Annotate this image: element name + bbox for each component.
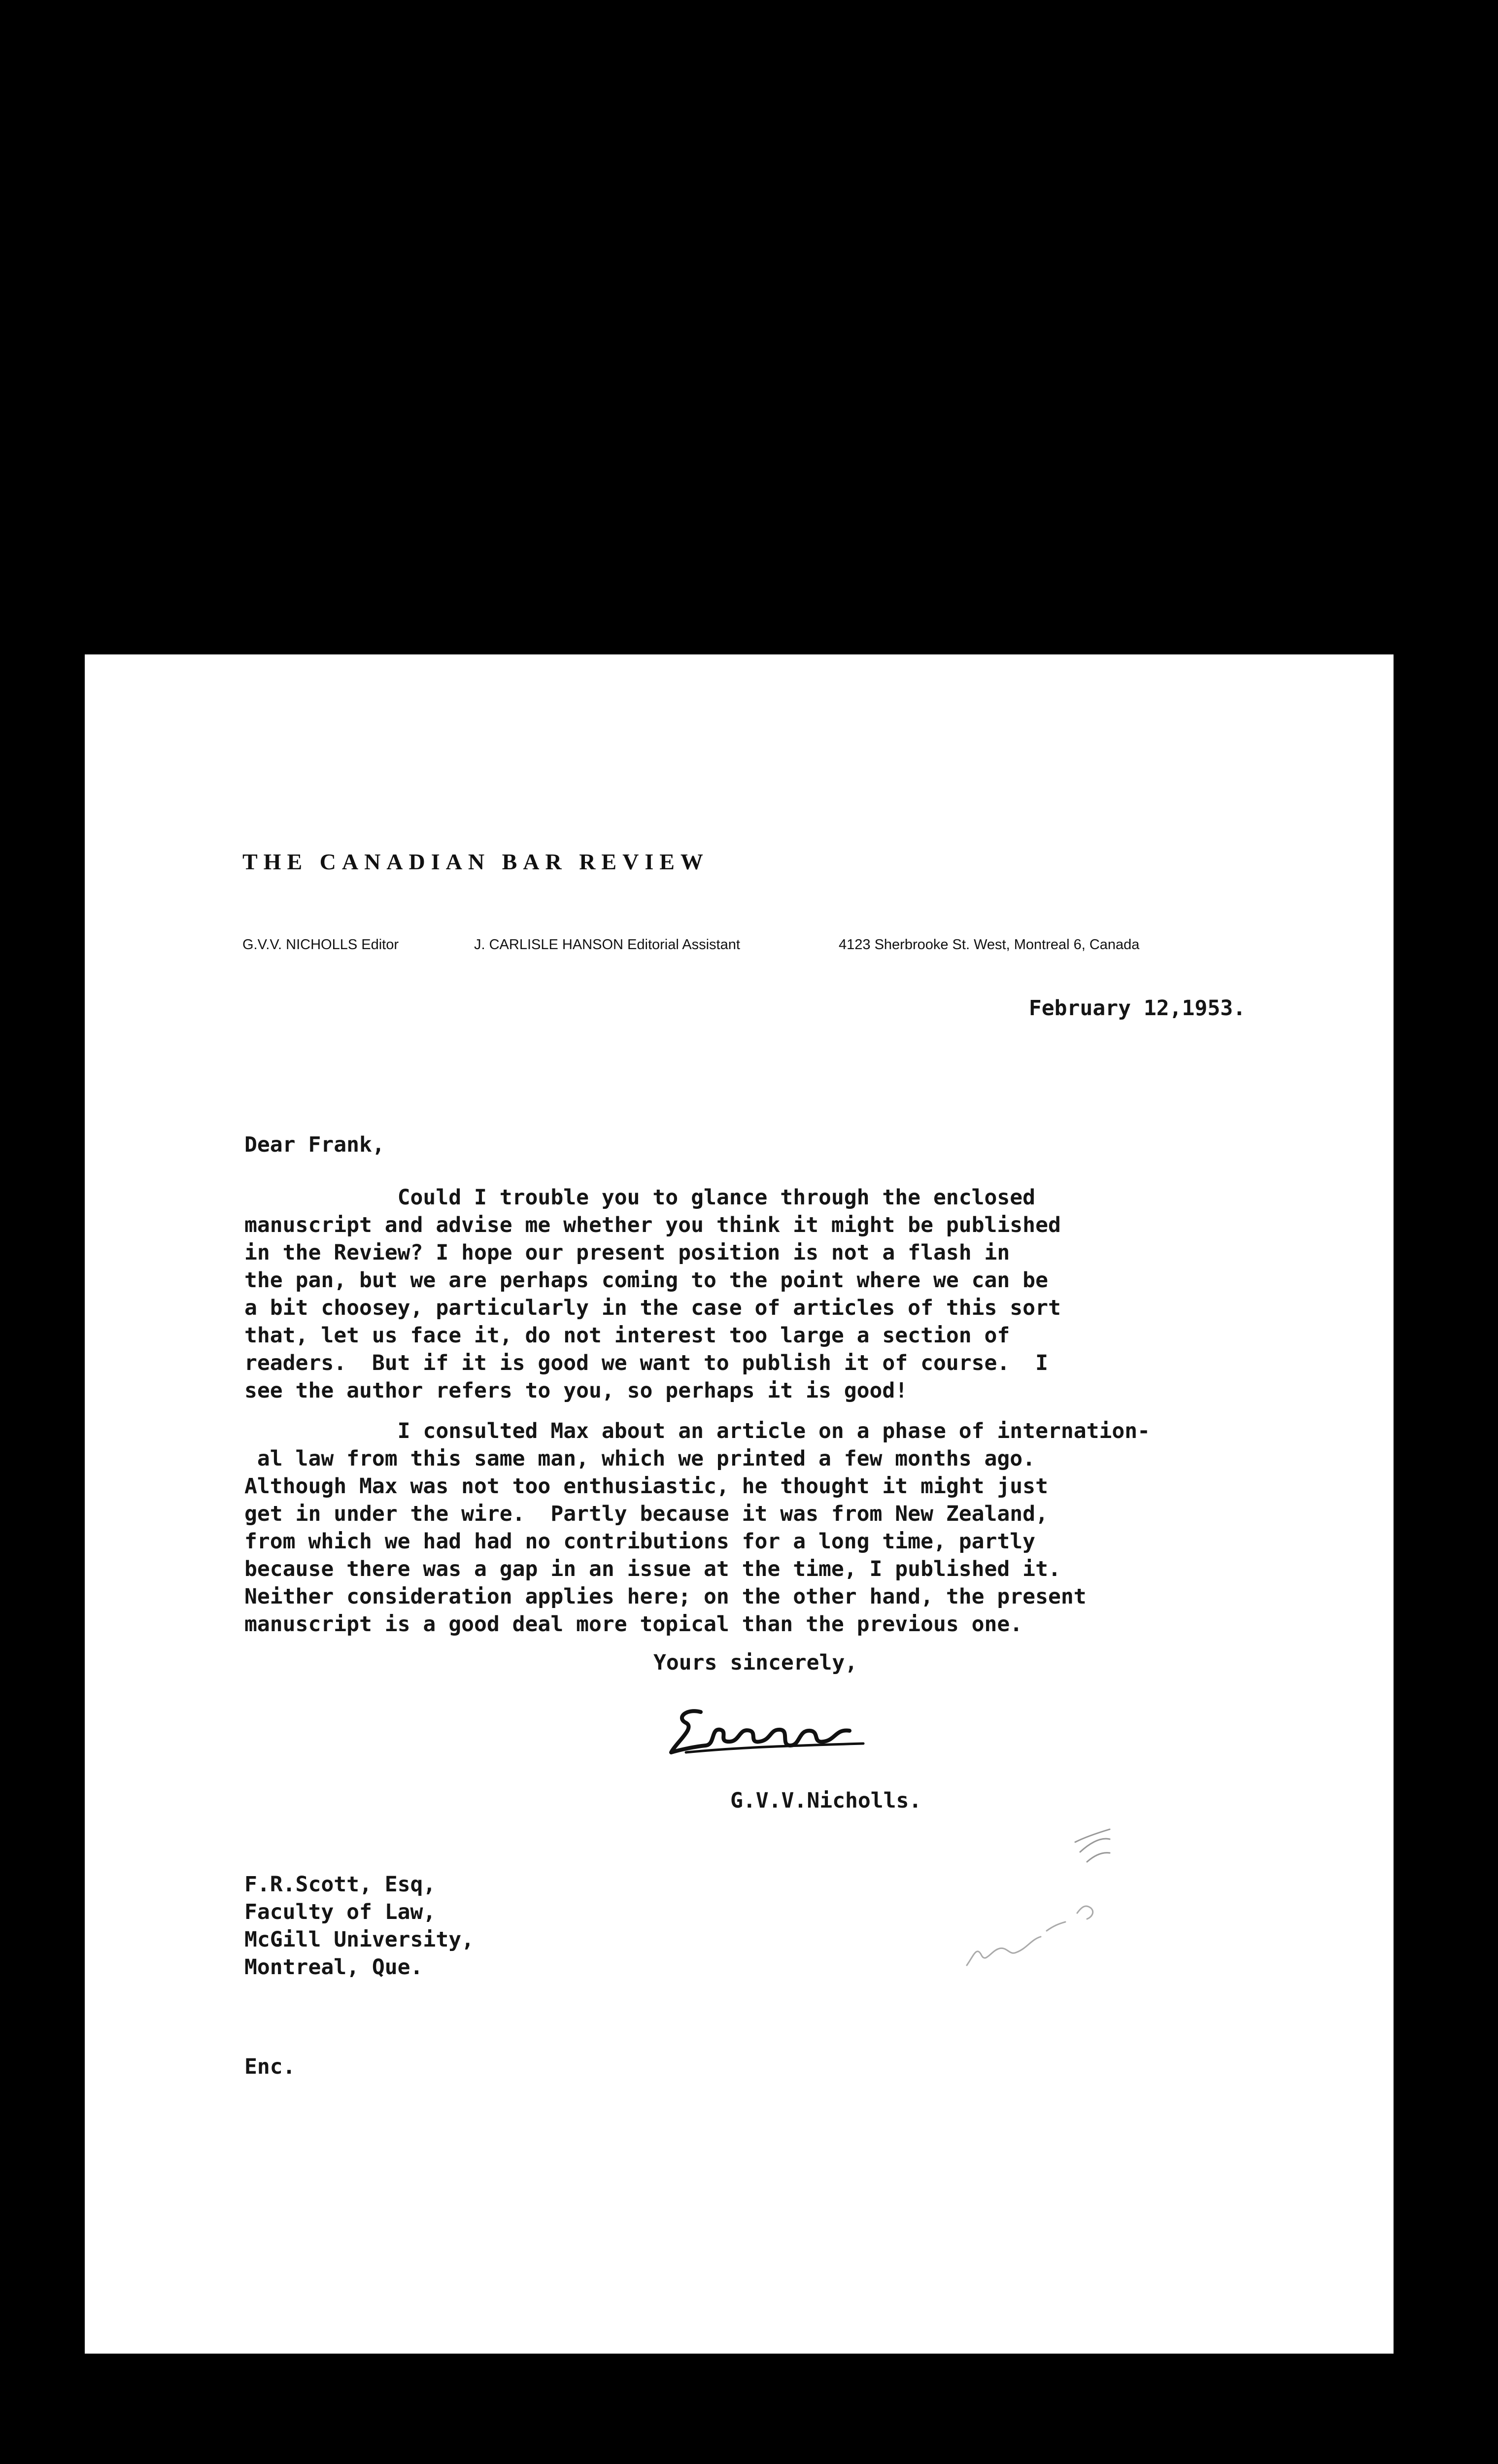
paragraph-line: from which we had had no contributions for a long time, partly (244, 1529, 1036, 1554)
paragraph-line: readers. But if it is good we want to publish it of course. I (244, 1351, 1048, 1375)
paragraph-line: see the author refers to you, so perhaps it is good! (244, 1378, 908, 1403)
paragraph-line: a bit choosey, particularly in the case of articles of this sort (244, 1296, 1061, 1320)
pencil-annotation (962, 1808, 1149, 1985)
address-line: F.R.Scott, Esq, (244, 1872, 436, 1897)
handwritten-signature (666, 1698, 873, 1762)
signer-name: G.V.V.Nicholls. (730, 1788, 922, 1813)
paragraph-line: because there was a gap in an issue at the time, I published it. (244, 1557, 1061, 1581)
paragraph-line: I consulted Max about an article on a phase of internation- (244, 1419, 1151, 1443)
letter-page (85, 654, 1394, 2354)
address-line: Faculty of Law, (244, 1900, 436, 1924)
letterhead-address: 4123 Sherbrooke St. West, Montreal 6, Canada (839, 937, 1140, 953)
address-line: McGill University, (244, 1927, 474, 1952)
body-paragraph-2 (244, 1417, 1343, 1638)
letter-date: February 12,1953. (1028, 996, 1246, 1021)
closing: Yours sincerely, (653, 1650, 858, 1675)
paragraph-line: the pan, but we are perhaps coming to the point where we can be (244, 1268, 1048, 1293)
paragraph-line: Could I trouble you to glance through the enclosed (244, 1185, 1036, 1210)
salutation: Dear Frank, (244, 1132, 385, 1157)
letterhead-assistant: J. CARLISLE HANSON Editorial Assistant (474, 937, 740, 953)
letterhead-editor: G.V.V. NICHOLLS Editor (242, 937, 399, 953)
paragraph-line: in the Review? I hope our present position is not a flash in (244, 1240, 1010, 1265)
paragraph-line: Neither consideration applies here; on the other hand, the present (244, 1584, 1087, 1609)
paragraph-line: get in under the wire. Partly because it was from New Zealand, (244, 1502, 1048, 1526)
enclosure-note: Enc. (244, 2054, 296, 2079)
letterhead-title: THE CANADIAN BAR REVIEW (242, 849, 709, 874)
paragraph-line: Although Max was not too enthusiastic, he thought it might just (244, 1474, 1048, 1499)
address-line: Montreal, Que. (244, 1955, 423, 1980)
paragraph-line: manuscript is a good deal more topical than the previous one. (244, 1612, 1023, 1637)
paragraph-line: al law from this same man, which we printed a few months ago. (244, 1446, 1036, 1471)
body-paragraph-1 (244, 1184, 1343, 1404)
recipient-address (244, 1871, 474, 1981)
paragraph-line: manuscript and advise me whether you think it might be published (244, 1213, 1061, 1237)
paragraph-line: that, let us face it, do not interest too large a section of (244, 1323, 1010, 1348)
